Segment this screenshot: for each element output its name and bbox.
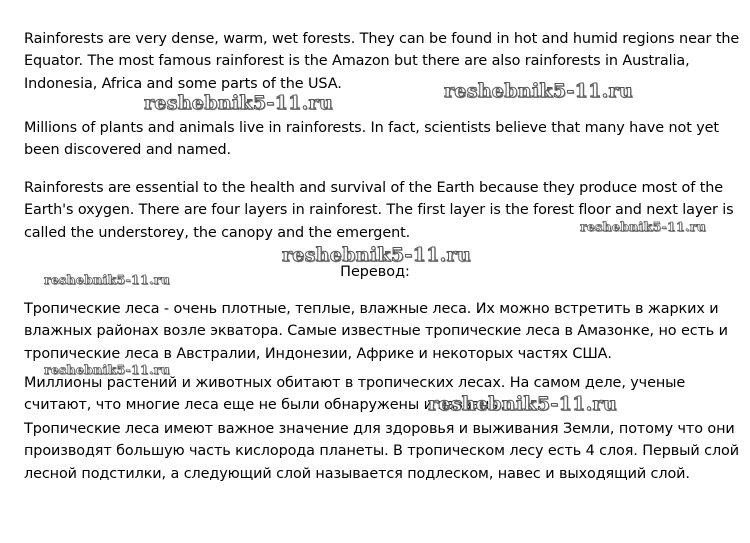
russian-paragraph-2: Миллионы растений и животных обитают в тропических лесах. На самом деле, ученые считают, что многие леса еще не были обнаружены и названы. <box>24 375 686 414</box>
watermark: reshebnik5-11.ru <box>282 244 471 266</box>
russian-paragraph-3: Тропические леса имеют важное значение для здоровья и выживания Земли, потому что они производят большую часть кислорода планеты. В тропическом лесу есть 4 слоя. Первый слой лесной подстилки, а следующий слой называется подлеском, навес и выходящий слой. <box>24 421 740 482</box>
english-paragraph-3: Rainforests are essential to the health and survival of the Earth because they produce most of the Earth's oxygen. There are four layers in rainforest. The first layer is the forest floor and next layer is called the understorey, the canopy and the emergent. <box>24 180 734 241</box>
watermark: reshebnik5-11.ru <box>144 92 333 114</box>
english-paragraph-1: Rainforests are very dense, warm, wet forests. They can be found in hot and humid regions near the Equator. The most famous rainforest is the Amazon but there are also rainforests in Australia, Indonesia, Africa and some parts of the USA. <box>24 31 740 92</box>
watermark: reshebnik5-11.ru <box>44 362 170 377</box>
watermark: reshebnik5-11.ru <box>44 272 170 287</box>
watermark: reshebnik5-11.ru <box>444 80 633 102</box>
russian-paragraph-1: Тропические леса - очень плотные, теплые, влажные леса. Их можно встретить в жарких и влажных районах возле экватора. Самые известные тропические леса в Амазонке, но есть и тропические леса в Австралии, Индонезии, Африке и некоторых частях США. <box>24 301 728 362</box>
watermark: reshebnik5-11.ru <box>580 219 706 234</box>
translation-heading: Перевод: <box>340 264 410 280</box>
english-paragraph-2: Millions of plants and animals live in rainforests. In fact, scientists believe that many have not yet been discovered and named. <box>24 120 719 159</box>
watermark: reshebnik5-11.ru <box>428 393 617 415</box>
